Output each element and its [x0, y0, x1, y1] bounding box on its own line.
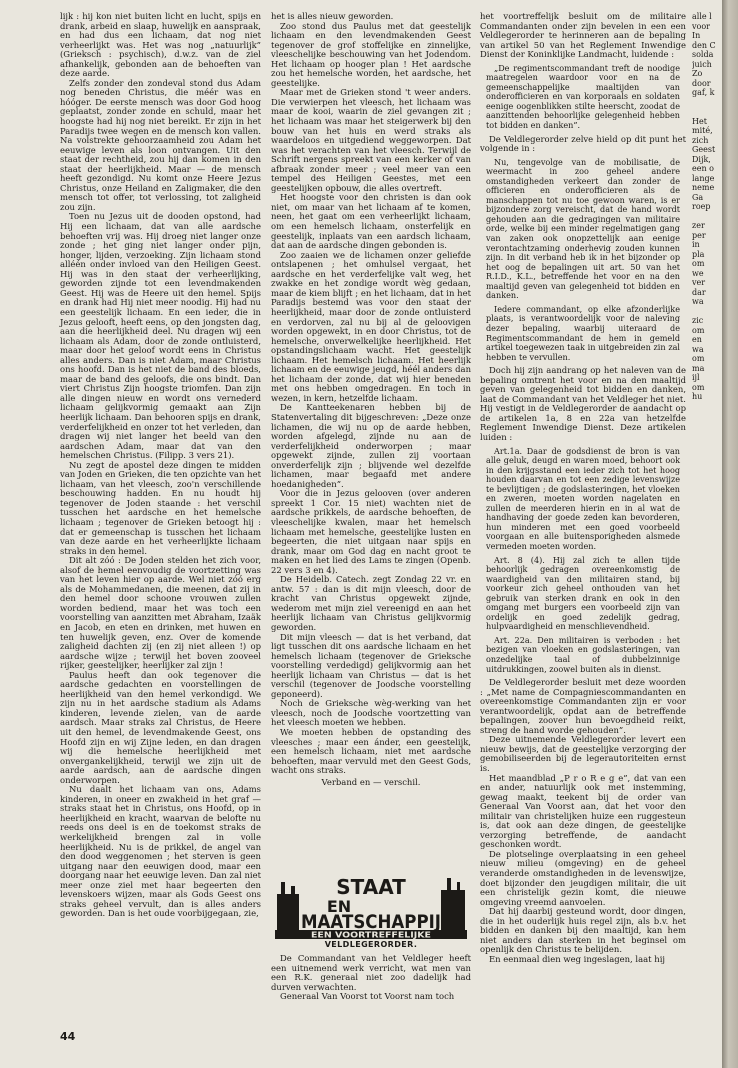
text-fragment: en — [692, 335, 702, 344]
text-fragment: in — [692, 240, 700, 249]
paragraph: Toen nu Jezus uit de dooden opstond, had Hij een lichaam, dat van alle aardsche behoeften vrij was. Hij droeg niet langer onze zonde ; het ging niet langer onder pijn, honger, lijden, verzoeking. Zijn lichaam stond alléén onder invloed van den Heiligen Geest. Hij was in den staat der verheerlijking, geworden zijnde tot een levendmakenden Geest. Hij was de Heere uit den hemel. Spijs en drank had Hij niet meer noodig. Hij had nu een geestelijk lichaam. En een ieder, die in Jezus gelooft, heeft eens, op den jongsten dag, aan die heerlijkheid deel. Nu dragen wij een lichaam als Adam, door de zonde ontluisterd, maar door het geloof wordt eens in Christus alles anders. Dan is niet Adam, maar Christus ons hoofd. Dan is het niet de band des bloeds, maar de band des geloofs, die ons bindt. Dan viert Christus Zijn hoogste triomfen. Dan zijn alle dingen nieuw en wordt ons vernederd lichaam gelijkvormig gemaakt aan Zijn heerlijk lichaam. Dan behooren spijs en drank, verderfelijkheid en onzer tot het verleden, dan dragen wij niet langer het beeld van den aardschen Adam, maar dat van den hemelschen Christus. (Filipp. 3 vers 21). — [60, 211, 261, 461]
text-fragment: zer — [692, 221, 705, 230]
text-fragment: pla — [692, 249, 705, 259]
text-fragment: Ga — [692, 192, 704, 202]
logo-word-en: EN — [326, 897, 352, 916]
text-fragment: Het — [692, 116, 707, 126]
text-fragment: hu — [692, 392, 703, 401]
text-fragment: voor — [692, 21, 710, 31]
page-number: 44 — [60, 1030, 76, 1043]
paragraph: Dit alt zóó : De Joden stelden het zich voor, alsof de hemel eenvoudig de voortzetting was van het leven hier op aarde. Wel niet zóó erg als de Mohammedanen, die meenen, dat zij in den hemel door schoone vrouwen zullen worden bediend, maar het was toch een voorstelling van aanzitten met Abraham, Izaäk en Jacob, en eten en drinken, met huwen en ten huwelijk geven, enz. Over de komende zaligheid dachten zij (en zij niet alleen !) op aardsche wijze ; terwijl het boven zooveel rijker, geestelijker, heerlijker zal zijn ! — [60, 555, 261, 671]
staat-en-maatschappij-logo — [271, 874, 471, 940]
paragraph: Maar met de Grieken stond 't weer anders. Die verwierpen het vleesch, het lichaam was maar de kooi, waarin de ziel gevangen zit ; het lichaam was maar het steigerwerk bij den bouw van het huis en werd straks als waardeloos en uitgediend weggeworpen. Dat was het verachten van het vleesch. Terwijl de Schrift nergens spreekt van een kerker of van afbraak zonder meer ; veel meer van een tempel des Heiligen Geestes, met een geestelijken opbouw, die alles overtreft. — [271, 87, 471, 193]
text-fragment: wa — [692, 344, 704, 354]
text-fragment: Zo — [692, 69, 703, 78]
paragraph: het is alles nieuw geworden. — [271, 11, 394, 21]
column-1 — [60, 12, 261, 919]
logo-word-staat: STAAT — [336, 875, 406, 899]
text-fragment: ijl — [692, 373, 700, 382]
paragraph: Dit mijn vleesch — dat is het verband, dat ligt tusschen dit ons aardsche lichaam en het hemelsch lichaam (tegenover de Grieksche voorstelling verdedigd) gelijkvormig aan het heerlijk lichaam van Christus — dat is het verschil (tegenover de Joodsche voorstelling geponeerd). — [271, 631, 471, 699]
text-fragment: Dijk, — [692, 154, 711, 164]
text-fragment — [692, 307, 720, 317]
text-fragment: ma — [692, 363, 705, 373]
text-fragment: den C — [692, 40, 716, 50]
text-fragment: om — [692, 354, 705, 363]
text-fragment: roep — [692, 202, 711, 211]
paragraph: Zoo zaaien we de lichamen onzer geliefde ontslapenen ; het omhulsel vergaat, het aardsche en het verderfelijke valt weg, het zwakke en het zondige wordt wèg gedaan, maar de kiem blijft ; en het lichaam, dat in het Paradijs bestemd was voor den staat der heerlijkheid, maar door de zonde ontluisterd en verdorven, zal nu bij al de geloovigen worden opgewekt, in en door Christus, tot de hemelsche, onverwelkelijke heerlijkheid. Het opstandingslichaam wacht. Het geestelijk lichaam. Het hemelsch lichaam. Het heerlijk lichaam en de eeuwige jeugd, héél anders dan het lichaam der zonde, dat wij hier beneden met ons hebben omgedragen. En toch in wezen, in kern, hetzelfde lichaam. — [271, 249, 471, 403]
text-fragment: Geest — [692, 145, 716, 154]
paragraph: Noch de Grieksche wèg-werking van het vleesch, noch de Joodsche voortzetting van het vleesch moeten we hebben. — [271, 698, 471, 728]
paragraph: het voortreffelijk besluit om de militaire Commandanten onder zijn bevelen in een een Veldlegerorder te herinneren aan de bepaling van artikel 50 van het Reglement Inwendige Dienst der Koninklijke Landmacht, luidende : — [480, 11, 686, 60]
paragraph: Nu zegt de apostel deze dingen te midden van Joden en Grieken, die ten opzichte van het lichaam, van het vleesch, zoo'n verschillende beschouwing hadden. En nu houdt hij tegenover de Joden staande : het verschil tusschen het aardsche en het hemelsche lichaam ; tegenover de Grieken betoogt hij : dat er gemeenschap is tusschen het lichaam van deze aarde en het verheerlijkte lichaam straks in den hemel. — [60, 459, 261, 556]
quoted-order: Nu, tengevolge van de mobilisatie, de weermacht in zoo geheel andere omstandigheden verkeert dan zonder de officieren en onderofficieren als de manschappen tot nu toe gewoon waren, is er bijzondere zorg vereischt, dat de hand wordt gehouden aan die gedragingen van militaire orde, welke bij een minder regelmatigen gang van zaken ook onopzettelijk aan eenige verontachtzaming onderhevig zouden kunnen zijn. In dit verband heb ik in het bijzonder op het oog de bepalingen uit art. 50 van het R.I.D., K.L., betreffende het voor en na den maaltijd geven van gelegenheid tot bidden en danken. — [486, 156, 680, 301]
text-fragment: lange — [692, 173, 715, 183]
text-fragment: we — [692, 268, 704, 278]
column-2-continuation — [271, 954, 471, 1002]
paragraph: De Heidelb. Catech. zegt Zondag 22 vr. en antw. 57 : dan is dit mijn vleesch, door de kracht van Christus opgewekt zijnde, wederom met mijn ziel vereenigd en aan het heerlijk lichaam van Christus gelijkvormig geworden. — [271, 574, 471, 632]
text-fragment — [692, 212, 720, 222]
text-fragment: dar — [692, 287, 706, 297]
paragraph: De plotselinge overplaatsing in een geheel nieuw milieu (omgeving) en de geheel veranderde omstandigheden in de levenswijze, doet bijzonder den jeugdigen militair, die uit een christelijk gezin komt, die nieuwe omgeving vreemd aanvoelen. — [480, 848, 686, 907]
text-fragment: per — [692, 230, 706, 240]
paragraph: De Kantteekenaren hebben bij de Statenvertaling dit bijgeschreven: „Deze onze lichamen, die wij nu op de aarde hebben, worden afgelegd, zijnde nu aan de verderfelijkheid onderworpen ; maar opgewekt zijnde, zullen zij voortaan onverderfelijk zijn ; blijvende wel dezelfde lichamen, maar begaafd met andere hoedanigheden”. — [271, 402, 471, 489]
paragraph: Nu daalt het lichaam van ons, Adams kinderen, in oneer en zwakheid in het graf — straks staat het in Christus, ons Hoofd, op in heerlijkheid en kracht, waarvan de belofte nu reeds ons deel is en de toekomst straks de werkelijkheid brengen zal in volle heerlijkheid. Nu is de prikkel, de angel van den dood weggenomen ; het sterven is geen uitgang naar den eeuwigen dood, maar een doorgang naar het eeuwige leven. Dan zal niet meer onze ziel met haar begeerten den levenskoers wijzen, maar als Gods Geest ons straks geheel vervult, dan is alles anders geworden. Dan is het oude voorbijgegaan, zie, — [60, 784, 261, 919]
article-heading: VELDLEGERORDER. — [324, 940, 418, 949]
text-fragment: alle l — [692, 12, 712, 21]
paragraph: lijk : hij kon niet buiten licht en lucht, spijs en drank, arbeid en slaap, huwelijk en aanspraak, en had dus een lichaam, dat nog niet verheerlijkt was. Het was nog „natuurlijk” (Grieksch : psychisch), d.w.z. van de ziel afhankelijk, gebonden aan de behoeften van deze aarde. — [60, 11, 261, 79]
text-fragment: om — [692, 382, 705, 392]
quoted-regulation: „De regimentscommandant treft de noodige maatregelen waardoor voor en na de gemeenschappelijke maaltijden van onderofficieren en van korporaals en soldaten eenige oogenblikken stilte heerscht, zoodat de aanzittenden behoorlijke gelegenheid hebben tot bidden en danken”. — [486, 62, 680, 131]
text-fragment: door — [692, 78, 711, 88]
paragraph: Generaal Van Voorst tot Voorst nam toch — [280, 991, 455, 1002]
text-fragment: wa — [692, 297, 704, 306]
text-fragment: juich — [692, 59, 712, 69]
text-fragment: om — [692, 325, 705, 335]
paragraph: We moeten hebben de opstanding des vleesches ; maar een ánder, een geestelijk, een hemelsch lichaam, niet met aardsche behoeften, maar vervuld met den Geest Gods, wacht ons straks. — [271, 727, 471, 776]
column-3 — [480, 12, 686, 965]
column-2 — [271, 12, 471, 787]
logo-word-maatschappij: MAATSCHAPPIJ — [301, 911, 441, 933]
text-fragment: mité, — [692, 126, 713, 135]
text-fragment: neme — [692, 183, 715, 192]
paragraph: Het hoogste voor den christen is dan ook niet, om maar van het lichaam af te komen, neen, het gaat om een verheerlijkt lichaam, om een hemelsch lichaam, onsterfelijk en geestelijk, inplaats van een aardsch lichaam, dat aan de aardsche dingen gebonden is. — [271, 192, 471, 251]
paragraph: Zelfs zonder den zondeval stond dus Adam nog beneden Christus, die méér was en hóóger. De eerste mensch was door God hoog geplaatst, zonder zonde en schuld, maar het hoogste had hij nog niet bereikt. Er zijn in het Paradijs twee wegen en de mensch kon vallen. Na volstrekte gehoorzaamheid zou Adam het eeuwige leven als loon ontvangen. Uit den staat der rechtheid, zou hij dan komen in den staat der heerlijkheid. Maar — de mensch heeft gezondigd. Nu komt onze Heere Jezus Christus, onze Heiland en Zaligmaker, die den mensch tot offer, tot verlossing, tot zaligheid zou zijn. — [60, 77, 261, 212]
logo-graphic — [271, 874, 471, 940]
paragraph: Het maandblad „P r o R e g e”, dat van een en ander, natuurlijk ook met instemming, gewag maakt, teekent bij de order van Generaal Van Voorst aan, dat het voor den militair van christelijken huize een ruggesteun is, dat ook aan deze dingen, de geestelijke verzorging betreffende, de aandacht geschonken wordt. — [480, 772, 686, 850]
quoted-article: Art. 22a. Den militairen is verboden : het bezigen van vloeken en godslasteringen, van onzedelijke taal of dubbelzinnige uitdrukkingen, zoowel buiten als in dienst. — [486, 634, 680, 674]
paragraph: De Veldlegerorder zelve hield op dit punt het volgende in : — [480, 133, 686, 154]
text-fragment: In — [692, 31, 701, 40]
paragraph: Dat hij daarbij gesteund wordt, door dingen, die in het ouderlijk huis regel zijn, als b.v. het bidden en danken bij den maaltijd, kan hem niet anders dan sterken in het beginsel om openlijk den Christus te belijden. — [480, 906, 686, 955]
quoted-order: Iedere commandant, op elke afzonderlijke plaats, is verantwoordelijk voor de naleving dezer bepaling, waarbij uiteraard de Regimentscommandant de hem in gemeld artikel toegewezen taak in uitgebreiden zin zal hebben te vervullen. — [486, 303, 680, 362]
text-fragment: ver — [692, 278, 706, 287]
text-fragment: een o — [692, 164, 714, 173]
paragraph: Voor die in Jezus gelooven (over anderen spreekt 1 Cor. 15 niet) wachten niet de aardsche prikkels, de aardsche behoeften, de vleeschelijke kwalen, maar het hemelsch lichaam met hemelsche, geestelijke lusten en begeerten, die niet uitgaan naar spijs en drank, maar om God dag en nacht groot te maken en het lied des Lams te zingen (Openb. 22 vers 3 en 4). — [271, 488, 471, 575]
column-4-cut-off — [692, 12, 720, 672]
paragraph: En eenmaal dien weg ingeslagen, laat hij — [489, 953, 666, 964]
closing-line: Verband en — verschil. — [321, 776, 421, 787]
text-fragment: solda — [692, 50, 714, 59]
quoted-article: Art. 8 (4). Hij zal zich te allen tijde behoorlijk gedragen overeenkomstig de waardigheid van den militairen stand, bij voorkeur zich geheel onthouden van het gebruik van sterken drank en ook in den omgang met burgers een voorbeeld zijn van ordelijk en goed zedelijk gedrag, hulpvaardigheid en menschlievendheid. — [486, 554, 680, 632]
paragraph: Deze uitnemende Veldlegerorder levert een nieuw bewijs, dat de geestelijke verzorging der gemobiliseerden bij de legerautoriteiten ernst is. — [480, 734, 686, 774]
paragraph: De Veldlegerorder besluit met deze woorden : „Met name de Compagniescommandanten en overeenkomstige Commandanten zijn er voor verantwoordelijk, opdat aan de betreffende bepalingen, zoover hun bevoegdheid reikt, streng de hand worde gehouden”. — [480, 677, 686, 735]
quoted-article: Art.1a. Daar de godsdienst de bron is van alle geluk, deugd en waren moed, behoort ook in den krijgsstand een ieder zich tot het hoog houden daarvan en tot een zedige levenswijze te bevlijtigen ; de godslasteringen, het vloeken en zweren, moeten worden nagelaten en zullen de meerderen hierin en in al wat de handhaving der goede zeden kan bevorderen, hun minderen met een goed voorbeeld voorgaan en alle buitensporigheden alsmede vermeden moeten worden. — [486, 445, 680, 551]
text-fragment: om — [692, 259, 705, 268]
text-fragment: zic — [692, 316, 704, 325]
paragraph: De Commandant van het Veldleger heeft een uitnemend werk verricht, wat men van een R.K. generaal niet zoo dadelijk had durven verwachten. — [271, 953, 471, 992]
text-fragment: zich — [692, 135, 709, 145]
paragraph: Paulus heeft dan ook tegenover die aardsche gedachten en voorstellingen de heerlijkheid van den hemel verkondigd. We zijn nu in het aardsche stadium als Adams kinderen, levende zielen, van de aarde aardsch. Maar straks zal Christus, de Heere uit den hemel, de levendmakende Geest, ons Hoofd zijn en wij Zijne leden, en dan dragen wij die hemelsche heerlijkheid met onvergankelijkheid, terwijl we zijn uit de aarde aardsch, aan de aardsche dingen onderworpen. — [60, 669, 261, 785]
text-fragment — [692, 98, 720, 108]
logo-strap-text: EEN VOORTREFFELIJKE — [311, 930, 431, 940]
text-fragment — [692, 107, 720, 117]
binding-gutter — [722, 0, 738, 1068]
paragraph: Doch hij zijn aandrang op het naleven van de bepaling omtrent het voor en na den maaltijd geven van gelegenheid tot bidden en danken, laat de Commandant van het Veldleger het niet. Hij vestigt in de Veldlegerorder de aandacht op de artikelen 1a, 8 en 22a van hetzelfde Reglement Inwendige Dienst. Deze artikelen luiden : — [480, 365, 686, 442]
text-fragment: gaf, k — [692, 88, 715, 97]
paragraph: Zoo stond dus Paulus met dat geestelijk lichaam en den levendmakenden Geest tegenover de grof stoffelijke en zinnelijke, vleeschelijke beschouwing van het Jodendom. Het lichaam op hooger plan ! Het aardsche zou het hemelsche worden, het aardsche, het geestelijke. — [271, 20, 471, 88]
